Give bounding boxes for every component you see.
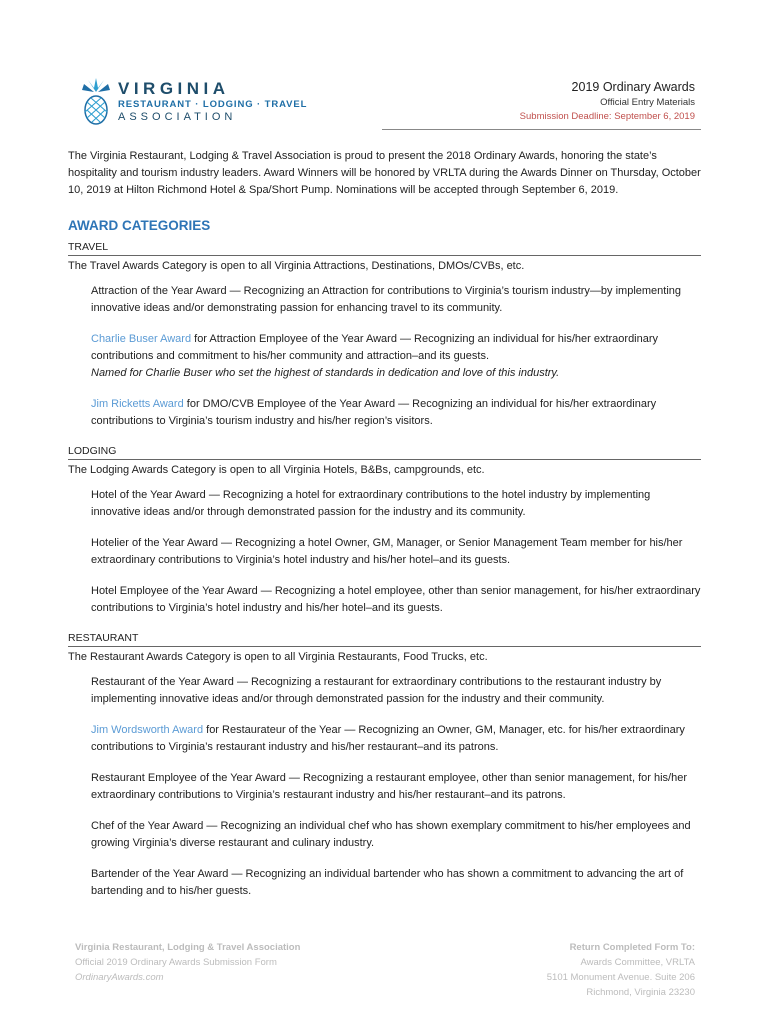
award-entry: [91, 722, 701, 756]
award-description: Attraction of the Year Award — Recognizing an Attraction for contributions to Virginia’s tourism industry—by implementing innovative ideas and/or demonstrating passion for enhancing travel to its community.: [91, 285, 682, 314]
logo-text-tagline: RESTAURANT · LODGING · TRAVEL: [118, 99, 308, 110]
header-info: [520, 79, 695, 124]
award-entry: [91, 487, 701, 521]
document-body: [68, 148, 701, 914]
award-entry: [91, 331, 701, 382]
category-divider: [68, 255, 701, 256]
award-description: Hotelier of the Year Award — Recognizing a hotel Owner, GM, Manager, or Senior Management Team member for his/her extraordinary contributions to Virginia’s hotel industry and his/her hotel–and its guests.: [91, 537, 683, 566]
award-entry: [91, 674, 701, 708]
section-heading: AWARD CATEGORIES: [68, 218, 211, 233]
award-name-link[interactable]: Jim Ricketts Award: [91, 398, 184, 410]
return-address-line: Richmond, Virginia 23230: [586, 987, 695, 998]
award-categories: [68, 240, 701, 900]
logo-text-association: ASSOCIATION: [118, 111, 237, 123]
award-description: Restaurant of the Year Award — Recognizing a restaurant for extraordinary contributions to the restaurant industry by implementing innovative ideas and/or through demonstrated passion for the industry and their community.: [91, 676, 662, 705]
award-description: Restaurant Employee of the Year Award — Recognizing a restaurant employee, other than senior management, for his/her extraordinary contributions to Virginia’s restaurant industry and his/her restaurant–and its patrons.: [91, 772, 687, 801]
award-description: for Attraction Employee of the Year Award — Recognizing an individual for his/her extraordinary contributions and commitment to his/her community and attraction–and its guests.: [91, 333, 659, 362]
footer-form-name: Official 2019 Ordinary Awards Submission Form: [75, 957, 277, 968]
award-entry: [91, 283, 701, 317]
return-address-line: Awards Committee, VRLTA: [580, 957, 695, 968]
document-title: 2019 Ordinary Awards: [571, 80, 695, 94]
category-name: RESTAURANT: [68, 632, 139, 644]
category-restaurant: [68, 631, 701, 900]
award-description: for Restaurateur of the Year — Recognizing an Owner, GM, Manager, etc. for his/her extraordinary contributions to Virginia’s restaurant industry and his/her restaurant–and its patrons.: [91, 724, 685, 753]
return-address-line: 5101 Monument Avenue. Suite 206: [546, 972, 695, 983]
award-description: Hotel of the Year Award — Recognizing a hotel for extraordinary contributions to the hotel industry by implementing innovative ideas and/or through demonstrated passion for the industry and its community.: [91, 489, 651, 518]
footer-right: [547, 940, 695, 1000]
category-description: The Travel Awards Category is open to all Virginia Attractions, Destinations, DMOs/CVBs, etc.: [68, 260, 525, 272]
pineapple-logo-icon: [78, 78, 114, 126]
award-entry: [91, 818, 701, 852]
award-description: for DMO/CVB Employee of the Year Award — Recognizing an individual for his/her extraordinary contributions to Virginia’s tourism industry and his/her region’s visitors.: [91, 398, 657, 427]
footer-org: Virginia Restaurant, Lodging & Travel Association: [75, 942, 301, 953]
category-name: LODGING: [68, 445, 117, 457]
association-logo: [78, 78, 318, 126]
logo-text-virginia: VIRGINIA: [118, 79, 230, 98]
award-entry: [91, 535, 701, 569]
category-description: The Lodging Awards Category is open to all Virginia Hotels, B&Bs, campgrounds, etc.: [68, 464, 485, 476]
award-description: Bartender of the Year Award — Recognizing an individual bartender who has shown a commitment to advancing the art of bartending and to his/her guests.: [91, 868, 684, 897]
award-entry: [91, 866, 701, 900]
footer-left: [75, 940, 300, 985]
footer-website: OrdinaryAwards.com: [75, 972, 164, 983]
award-name-link[interactable]: Jim Wordsworth Award: [91, 724, 204, 736]
intro-paragraph: The Virginia Restaurant, Lodging & Travel Association is proud to present the 2018 Ordinary Awards, honoring the state’s hospitality and tourism industry leaders. Award Winners will be honored by VRLTA during the Awards Dinner on Thursday, October 10, 2019 at Hilton Richmond Hotel & Spa/Short Pump. Nominations will be accepted through September 6, 2019.: [68, 150, 701, 196]
category-description: The Restaurant Awards Category is open to all Virginia Restaurants, Food Trucks, etc.: [68, 651, 488, 663]
category-name: TRAVEL: [68, 241, 109, 253]
award-note: Named for Charlie Buser who set the highest of standards in dedication and love of this industry.: [91, 367, 560, 379]
category-divider: [68, 646, 701, 647]
award-entry: [91, 396, 701, 430]
return-title: Return Completed Form To:: [569, 942, 695, 953]
award-description: Chef of the Year Award — Recognizing an individual chef who has shown exemplary commitment to his/her employees and growing Virginia’s diverse restaurant and culinary industry.: [91, 820, 691, 849]
award-entry: [91, 770, 701, 804]
category-travel: [68, 240, 701, 430]
category-lodging: [68, 444, 701, 617]
submission-deadline: Submission Deadline: September 6, 2019: [519, 111, 695, 122]
document-subtitle: Official Entry Materials: [600, 97, 695, 108]
award-description: Hotel Employee of the Year Award — Recognizing a hotel employee, other than senior management, for his/her extraordinary contributions to Virginia’s hotel industry and his/her hotel–and its guests.: [91, 585, 701, 614]
header-divider: [382, 129, 701, 130]
award-name-link[interactable]: Charlie Buser Award: [91, 333, 192, 345]
category-divider: [68, 459, 701, 460]
award-entry: [91, 583, 701, 617]
